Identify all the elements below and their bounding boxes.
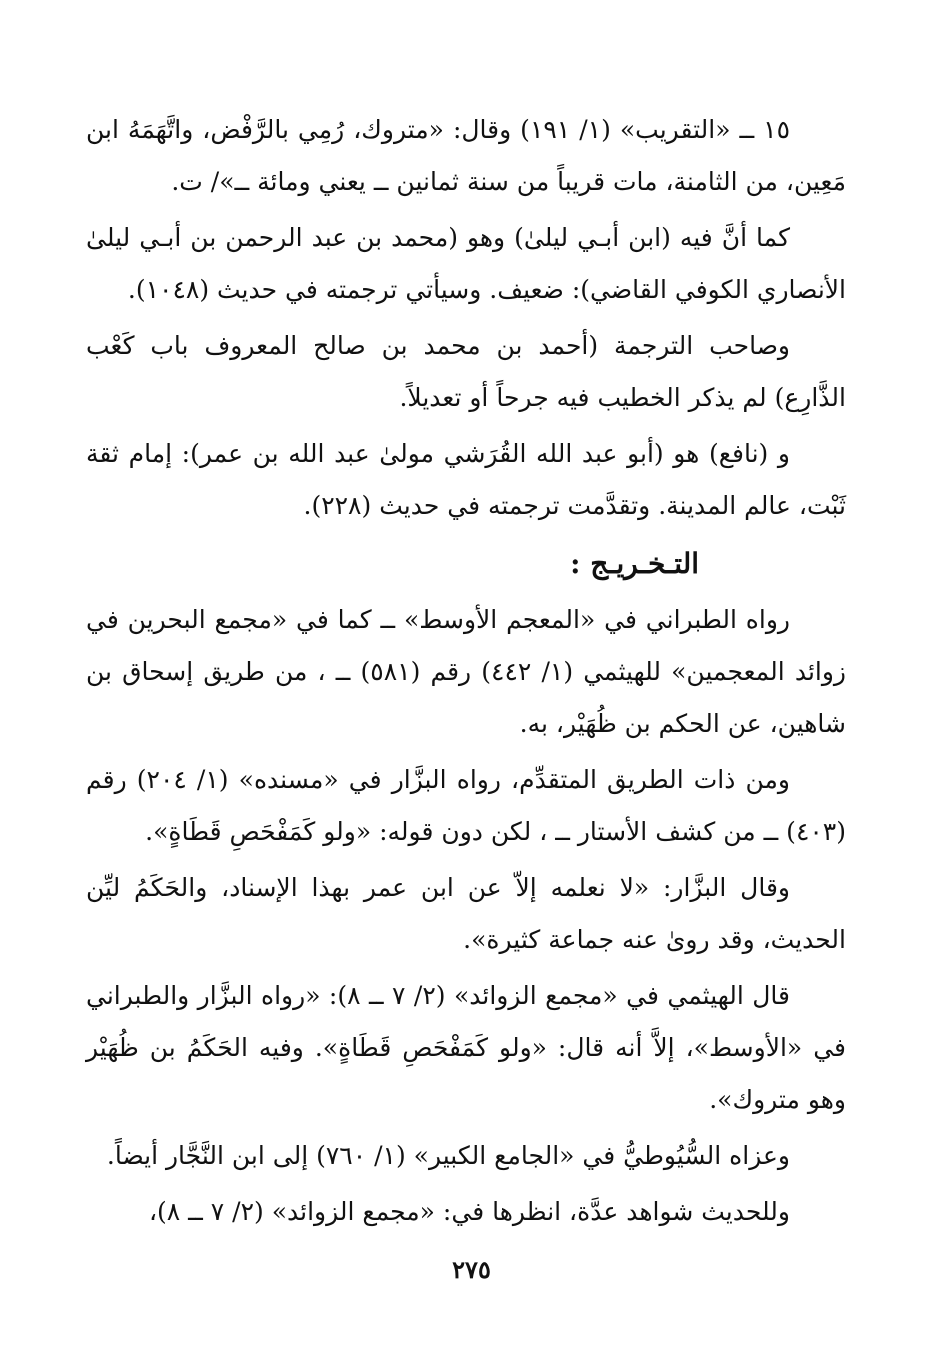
footnote-section <box>86 104 846 532</box>
haythami-paragraph: قال الهيثمي في «مجمع الزوائد» (٢/ ٧ ــ ٨): «رواه البزَّار والطبراني في «الأوسط»، إلاَّ أنه قال: «ولو كَمَفْحَصِ قَطَاةٍ». وفيه الحَكَمُ بن ظُهَيْر وهو متروك». <box>86 981 846 1114</box>
takhrij-heading: التـخـريـج : <box>570 547 699 580</box>
ibn-abi-layla-paragraph: كما أنَّ فيه (ابن أبـي ليلىٰ) وهو (محمد بن عبد الرحمن بن أبـي ليلىٰ الأنصاري الكوفي القاضي): ضعيف. وسيأتي ترجمته في حديث (١٠٤٨). <box>86 223 846 304</box>
shawahid-paragraph: وللحديث شواهد عدَّة، انظرها في: «مجمع الزوائد» (٢/ ٧ ــ ٨)، <box>148 1197 790 1226</box>
tabarani-paragraph: رواه الطبراني في «المعجم الأوسط» ــ كما في «مجمع البحرين في زوائد المعجمين» للهيثمي (١/ ٤٤٢) رقم (٥٨١) ــ ، من طريق إسحاق بن شاهين، عن الحكم بن ظُهَيْر، به. <box>86 605 846 738</box>
takhrij-section <box>86 594 846 1238</box>
page-number: ٢٧٥ <box>452 1255 491 1284</box>
suyuti-paragraph: وعزاه السُّيُوطيُّ في «الجامع الكبير» (١/ ٧٦٠) إلى ابن النَّجَّار أيضاً. <box>106 1141 790 1170</box>
sahib-tarjama-paragraph: وصاحب الترجمة (أحمد بن محمد بن صالح المعروف باب كَعْب الذَّارِع) لم يذكر الخطيب فيه جرحاً أو تعديلاً. <box>86 331 846 412</box>
note-15-paragraph: ١٥ ــ «التقريب» (١/ ١٩١) وقال: «متروك، رُمِي بالرَّفْض، واتَّهَمَهُ ابن مَعِين، من الثامنة، مات قريباً من سنة ثمانين ــ يعني ومائة ــ»/ ت. <box>86 115 846 196</box>
bazzar-statement-paragraph: وقال البزَّار: «لا نعلمه إلاّ عن ابن عمر بهذا الإسناد، والحَكَمُ ليِّن الحديث، وقد روىٰ عنه جماعة كثيرة». <box>86 873 846 954</box>
nafi-paragraph: و (نافع) هو (أبو عبد الله القُرَشي مولىٰ عبد الله بن عمر): إمام ثقة ثَبْت، عالم المدينة. وتقدَّمت ترجمته في حديث (٢٢٨). <box>86 439 846 520</box>
bazzar-paragraph: ومن ذات الطريق المتقدِّم، رواه البزَّار في «مسنده» (١/ ٢٠٤) رقم (٤٠٣) ــ من كشف الأستار ــ ، لكن دون قوله: «ولو كَمَفْحَصِ قَطَاةٍ». <box>86 765 846 846</box>
